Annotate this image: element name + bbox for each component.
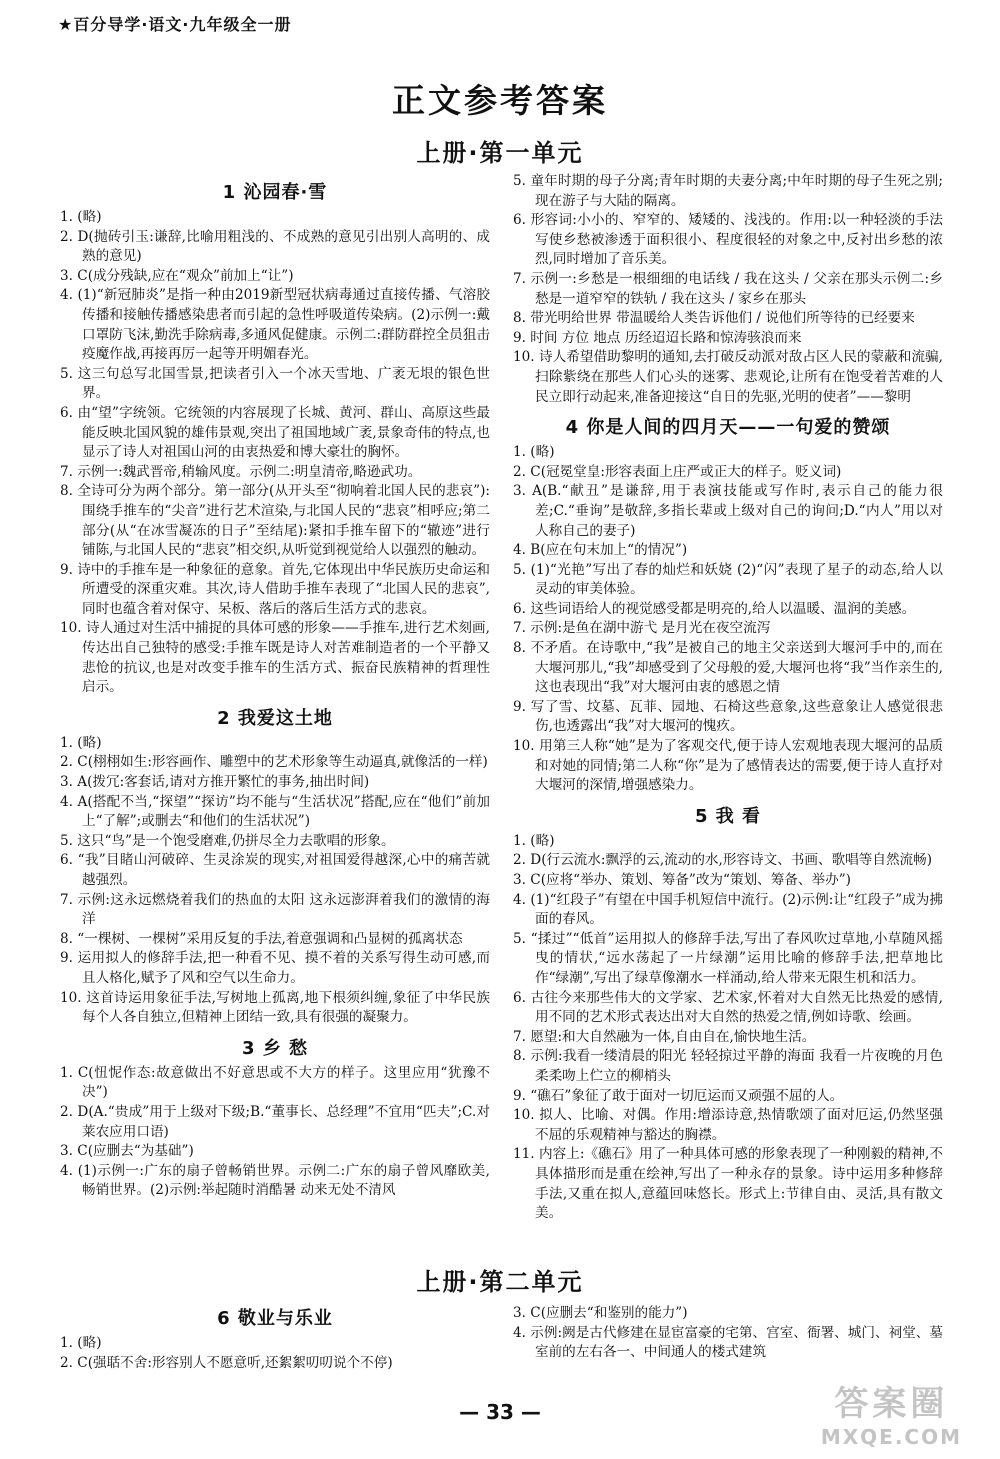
right-column-upper: [513, 172, 943, 1224]
answer-item: 7. 愿望:和大自然融为一体,自由自在,愉快地生活。: [513, 1028, 816, 1045]
answer-item: 5. 童年时期的母子分离;青年时期的夫妻分离;中年时期的母子生死之别;现在游子与大陆的隔离。: [513, 173, 943, 209]
answer-item: 10. 拟人、比喻、对偶。作用:增添诗意,热情歌颂了面对厄运,仍然坚强不屈的乐观精神与豁达的胸襟。: [513, 1107, 943, 1143]
section-3-answers-continued: [513, 172, 943, 407]
answer-item: 9. 写了雪、坟墓、瓦菲、园地、石椅这些意象,这些意象让人感觉很悲伤,也透露出“我”对大堰河的愧疚。: [513, 698, 943, 735]
answer-item: 8. “一棵树、一棵树”采用反复的手法,着意强调和凸显树的孤离状态: [60, 930, 463, 947]
section-5-answers: [513, 832, 943, 1224]
answer-item: 3. A(拨冗:客套话,请对方推开繁忙的事务,抽出时间): [60, 774, 370, 791]
answer-item: 7. 示例一:乡愁是一根细细的电话线 / 我在这头 / 父亲在那头示例二:乡愁是一道窄窄的铁轨 / 我在这头 / 家乡在那头: [513, 270, 943, 307]
left-column-upper: [60, 172, 490, 1201]
answer-item: 2. D(A.“贵成”用于上级对下级;B.“董事长、总经理”不宜用“匹夫”;C.对莱农应用口语): [60, 1103, 490, 1140]
section-3-answers: [60, 1064, 490, 1201]
section-6-answers-continued: [513, 1304, 943, 1363]
answer-item: 2. D(抛砖引玉:谦辞,比喻用粗浅的、不成熟的意见引出别人高明的、成熟的意见): [60, 228, 490, 265]
answer-item: 4. (1)“红段子”有望在中国手机短信中流行。(2)示例:让“红段子”成为拂面的春风。: [513, 891, 943, 928]
answer-item: 4. B(应在句末加上“的情况”): [513, 542, 688, 559]
answer-item: 9. 时间 方位 地点 历经迢迢长路和惊涛骇浪而来: [513, 329, 802, 346]
answer-item: 2. C(栩栩如生:形容画作、雕塑中的艺术形象等生动逼真,就像活的一样): [60, 754, 488, 771]
answer-item: 7. 示例:这永远燃烧着我们的热血的太阳 这永远澎湃着我们的激情的海洋: [60, 891, 490, 928]
answer-item: 1. (略): [60, 1335, 102, 1351]
watermark-url: MXQE.COM: [820, 1425, 962, 1449]
answer-item: 9. “礁石”象征了敢于面对一切厄运而又顽强不屈的人。: [513, 1087, 844, 1104]
answer-item: 6. 形容词:小小的、窄窄的、矮矮的、浅浅的。作用:以一种轻淡的手法写使乡愁被渗透于面积很小、程度很轻的对象之中,反衬出乡愁的浓烈,同时增加了音乐美。: [513, 212, 943, 268]
answer-item: 1. (略): [513, 444, 555, 461]
watermark-text: 答案圈: [834, 1384, 949, 1424]
answer-item: 3. C(应删去“为基础”): [60, 1143, 194, 1160]
answer-item: 3. A(B.“献丑”是谦辞,用于表演技能或写作时,表示自己的能力很差;C.“垂询”是敬辞,多指长辈或上级对自己的询问;D.“内人”用以对人称自己的妻子): [513, 483, 943, 539]
answer-item: 9. 诗中的手推车是一种象征的意象。首先,它体现出中华民族历史命运和所遭受的深重灾难。其次,诗人借助手推车表现了“北国人民的悲哀”,同时也蕴含着对保守、呆板、落后的落后生活方式的悲哀。: [60, 561, 490, 617]
section-4-answers: [513, 443, 943, 796]
section-title: 1 沁园春·雪: [222, 182, 328, 203]
answer-item: 1. C(忸怩作态:故意做出不好意思或不大方的样子。这里应用“犹豫不决”): [60, 1064, 490, 1101]
answer-item: 6. 古往今来那些伟大的文学家、艺术家,怀着对大自然无比热爱的感情,用不同的艺术形式表达出对大自然的热爱之情,例如诗歌、绘画。: [513, 989, 943, 1026]
answer-item: 8. 不矛盾。在诗歌中,“我”是被自己的地主父亲送到大堰河手中的,而在大堰河那儿,“我”却感受到了父母般的爱,大堰河也将“我”当作亲生的,这也表现出“我”对大堰河由衷的感恩之情: [513, 640, 943, 696]
answer-item: 10. 诗人通过对生活中捕捉的具体可感的形象——手推车,进行艺术刻画,传达出自己独特的感受:手推车既是诗人对苦难制造者的一个平静又悲怆的抗议,也是对改变手推车的生活方式、振奋民族精神的哲理性启示。: [60, 620, 490, 696]
section-1-answers: [60, 208, 490, 698]
answer-item: 7. 示例一:魏武晋帝,稍输风度。示例二:明皇清帝,略逊武功。: [60, 463, 422, 480]
answer-item: 7. 示例:是鱼在湖中游弋 是月光在夜空流泻: [513, 620, 771, 637]
answer-item: 8. 全诗可分为两个部分。第一部分(从开头至“彻响着北国人民的悲哀”):围绕手推车的“尖音”进行艺术渲染,与北国人民的“悲哀”相呼应;第二部分(从“在冰雪凝冻的日子”至结尾):紧扣手推车留下的“辙迹”进行铺陈,与北国人民的“悲哀”相交织,从听觉到视觉给人以强烈的触动。: [60, 483, 490, 559]
answer-item: 5. (1)“光艳”写出了春的灿烂和妖娆 (2)“闪”表现了星子的动态,给人以灵动的审美体验。: [513, 561, 943, 598]
answer-item: 5. 这只“鸟”是一个饱受磨难,仍拼尽全力去歌唱的形象。: [60, 832, 395, 849]
answer-item: 3. C(成分残缺,应在“观众”前加上“让”): [60, 267, 294, 284]
answer-item: 4. A(搭配不当,“探望”“探访”均不能与“生活状况”搭配,应在“他们”前加上“了解”;或删去“和他们的生活状况”): [60, 793, 490, 830]
answer-item: 4. (1)“新冠肺炎”是指一种由2019新型冠状病毒通过直接传播、气溶胶传播和接触传播感染患者而引起的急性呼吸道传染病。(2)示例一:戴口罩防飞沫,勤洗手除病毒,多通风促健康。示例二:群防群控全员狙击疫魔作战,再接再厉一起等开明媚春光。: [60, 287, 490, 363]
answer-item: 1. (略): [60, 209, 102, 225]
answer-item: 1. (略): [60, 734, 102, 751]
unit1-title: 上册·第一单元: [416, 139, 584, 167]
answer-item: 6. “我”目睹山河破碎、生灵涂炭的现实,对祖国爱得越深,心中的痛苦就越强烈。: [60, 852, 490, 888]
answer-item: 11. 内容上:《礁石》用了一种具体可感的形象表现了一种刚毅的精神,不具体描形而是重在绘神,写出了一种永存的景象。诗中运用多种修辞手法,又重在拟人,意蕴回味悠长。形式上:节律自由、灵活,具有散文美。: [513, 1146, 943, 1222]
section-title: 4 你是人间的四月天——一句爱的赞颂: [565, 417, 891, 439]
section-2-answers: [60, 734, 490, 1028]
answer-item: 2. C(强聒不舍:形容别人不愿意听,还絮絮叨叨说个不停): [60, 1354, 393, 1371]
answer-item: 10. 这首诗运用象征手法,写树地上孤离,地下根须纠缠,象征了中华民族每个人各自独立,但精神上团结一致,具有很强的凝聚力。: [60, 989, 490, 1026]
answer-item: 8. 示例:我看一缕清晨的阳光 轻轻掠过平静的海面 我看一片夜晚的月色 柔柔吻上伫立的柳梢头: [513, 1048, 943, 1084]
section-title: 5 我 看: [694, 805, 762, 827]
right-column-lower: [513, 1304, 943, 1363]
section-title: 3 乡 愁: [241, 1037, 309, 1059]
answer-item: 10. 用第三人称“她”是为了客观交代,便于诗人宏观地表现大堰河的品质和对她的同情;第二人称“你”是为了感情表达的需要,便于诗人直抒对大堰河的深情,增强感染力。: [513, 738, 943, 794]
left-column-lower: [60, 1298, 490, 1373]
answer-item: 10. 诗人希望借助黎明的通知,去打破反动派对敌占区人民的蒙蔽和流骗,扫除紫绕在那些人们心头的迷雾、悲观论,让所有在饱受着苦难的人民立即行动起来,准备迎接这“自日的先驱,光明的使者”——黎明: [513, 349, 943, 405]
answer-item: 2. D(行云流水:飘浮的云,流动的水,形容诗文、书画、歌唱等自然流畅): [513, 852, 933, 869]
answer-item: 9. 运用拟人的修辞手法,把一种看不见、摸不着的关系写得生动可感,而且人格化,赋予了风和空气以生命力。: [60, 950, 490, 986]
watermark-logo: [821, 1376, 962, 1449]
page-title: 正文参考答案: [392, 81, 608, 120]
answer-item: 1. (略): [513, 832, 555, 849]
answer-item: 2. C(冠冕堂皇:形容表面上庄严或正大的样子。贬义词): [513, 463, 842, 480]
answer-item: 3. C(应将“举办、策划、筹备”改为“策划、筹备、举办”): [513, 872, 851, 888]
section-6-answers: [60, 1334, 490, 1373]
answer-item: 6. 由“望”字统领。它统领的内容展现了长城、黄河、群山、高原这些最能反映北国风貌的雄伟景观,突出了祖国地域广袤,景象奇伟的特点,也显示了诗人对祖国山河的由衷热爱和博大豪壮的胸怀。: [60, 404, 490, 461]
answer-item: 4. (1)示例一:广东的扇子曾畅销世界。示例二:广东的扇子曾风靡欧美,畅销世界。(2)示例:举起随时消酷暑 动来无处不清风: [60, 1162, 490, 1199]
answer-item: 6. 这些词语给人的视觉感受都是明亮的,给人以温暖、温润的美感。: [513, 600, 916, 617]
section-title: 6 敬业与乐业: [217, 1308, 333, 1329]
page-number: — 33 —: [459, 1400, 541, 1424]
answer-item: 3. C(应删去“和鉴别的能力”): [513, 1305, 688, 1321]
section-title: 2 我爱这土地: [217, 707, 333, 729]
answer-item: 4. 示例:阙是古代修建在显宦富豪的宅第、宫室、衙署、城门、祠堂、墓室前的左右各一、中间通人的楼式建筑: [513, 1324, 943, 1361]
answer-item: 5. 这三句总写北国雪景,把读者引入一个冰天雪地、广袤无垠的银色世界。: [60, 365, 490, 402]
book-header: ★百分导学·语文·九年级全一册: [58, 15, 292, 34]
answer-item: 8. 带光明给世界 带温暖给人类告诉他们 / 说他们所等待的已经要来: [513, 310, 915, 327]
answer-item: 5. “揉过”“低首”运用拟人的修辞手法,写出了春风吹过草地,小草随风摇曳的情状,“远水荡起了一片绿潮”运用比喻的修辞手法,把草地比作“绿潮”,写出了绿草像潮水一样涌动,给人带来无限生机和活力。: [513, 930, 943, 986]
unit2-title: 上册·第二单元: [416, 1268, 584, 1296]
